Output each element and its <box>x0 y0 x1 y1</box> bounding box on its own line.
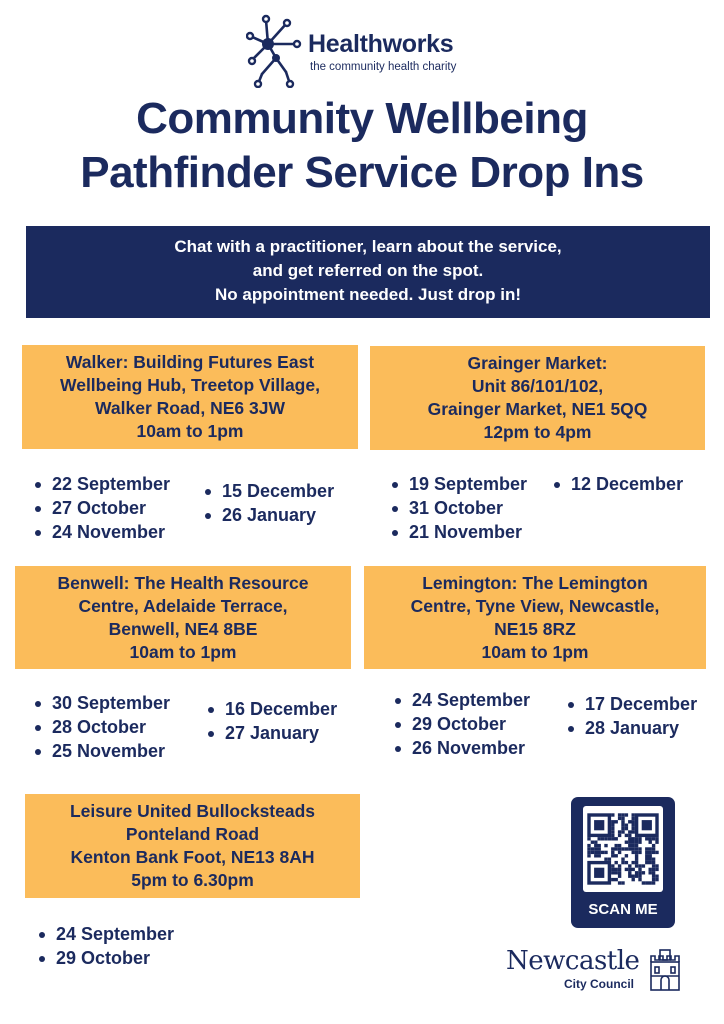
page-title <box>0 92 724 200</box>
benwell-dates-list <box>205 697 337 745</box>
lemington-dates-list <box>392 688 530 760</box>
date-item: 19 September <box>389 472 527 496</box>
date-item: 16 December <box>205 697 337 721</box>
date-item: 15 December <box>202 479 334 503</box>
venue-benwell <box>15 566 351 669</box>
benwell-dates-list <box>32 691 170 763</box>
date-item: 17 December <box>565 692 697 716</box>
scan-me-label: SCAN ME <box>588 901 658 918</box>
grainger-dates-list <box>389 472 527 544</box>
date-item: 25 November <box>32 739 170 763</box>
venue-line: 12pm to 4pm <box>483 422 592 442</box>
grainger-dates-list <box>551 472 683 496</box>
date-item: 28 January <box>565 716 697 740</box>
healthworks-network-icon <box>246 14 302 88</box>
venue-line: Centre, Tyne View, Newcastle, <box>410 595 660 616</box>
banner-line: Chat with a practitioner, learn about the service, <box>174 237 562 256</box>
date-item: 30 September <box>32 691 170 715</box>
brand-tagline: the community health charity <box>310 61 457 73</box>
date-item: 21 November <box>389 520 527 544</box>
lemington-dates-list <box>565 692 697 740</box>
date-item: 22 September <box>32 472 170 496</box>
walker-dates-list <box>202 479 334 527</box>
date-item: 31 October <box>389 496 527 520</box>
venue-line: 10am to 1pm <box>136 421 244 441</box>
banner-line: No appointment needed. Just drop in! <box>215 285 521 304</box>
venue-line: Unit 86/101/102, <box>471 376 604 396</box>
venue-line: 10am to 1pm <box>129 641 237 662</box>
venue-line: 5pm to 6.30pm <box>131 870 254 890</box>
council-name: Newcastle <box>506 946 640 976</box>
venue-line: Grainger Market, NE1 5QQ <box>427 399 648 419</box>
newcastle-city-council-logo <box>506 946 684 996</box>
venue-lemington <box>364 566 706 669</box>
date-item: 26 November <box>392 736 530 760</box>
venue-walker <box>22 345 358 449</box>
title-line: Pathfinder Service Drop Ins <box>80 148 644 197</box>
date-item: 28 October <box>32 715 170 739</box>
venue-grainger-market <box>370 346 705 450</box>
date-item: 24 November <box>32 520 170 544</box>
venue-line: Benwell: The Health Resource <box>57 572 309 593</box>
venue-line: 10am to 1pm <box>481 641 589 662</box>
qr-code-card[interactable] <box>571 797 675 928</box>
info-banner <box>26 226 710 318</box>
venue-line: Benwell, NE4 8BE <box>108 618 258 639</box>
venue-line: Centre, Adelaide Terrace, <box>78 595 288 616</box>
brand-name: Healthworks <box>308 30 454 58</box>
venue-leisure-united-bullocksteads <box>25 794 360 898</box>
date-item: 24 September <box>36 922 174 946</box>
walker-dates-list <box>32 472 170 544</box>
council-subtitle: City Council <box>564 977 635 991</box>
banner-line: and get referred on the spot. <box>252 261 484 280</box>
date-item: 27 October <box>32 496 170 520</box>
venue-line: Grainger Market: <box>467 353 608 373</box>
venue-line: Lemington: The Lemington <box>422 572 648 593</box>
venue-line: Ponteland Road <box>125 824 260 844</box>
castle-crest-icon <box>648 948 682 992</box>
venue-line: Walker: Building Futures East <box>65 352 315 372</box>
healthworks-logo <box>246 14 486 88</box>
date-item: 29 October <box>36 946 174 970</box>
date-item: 26 January <box>202 503 334 527</box>
venue-line: Leisure United Bullocksteads <box>69 801 316 821</box>
date-item: 12 December <box>551 472 683 496</box>
title-line: Community Wellbeing <box>136 94 588 143</box>
date-item: 29 October <box>392 712 530 736</box>
date-item: 27 January <box>205 721 337 745</box>
venue-line: Kenton Bank Foot, NE13 8AH <box>70 847 315 867</box>
date-item: 24 September <box>392 688 530 712</box>
venue-line: Walker Road, NE6 3JW <box>95 398 285 418</box>
leisure-united-dates-list <box>36 922 174 970</box>
venue-line: NE15 8RZ <box>494 618 576 639</box>
venue-line: Wellbeing Hub, Treetop Village, <box>60 375 320 395</box>
qr-code-icon <box>583 806 663 892</box>
